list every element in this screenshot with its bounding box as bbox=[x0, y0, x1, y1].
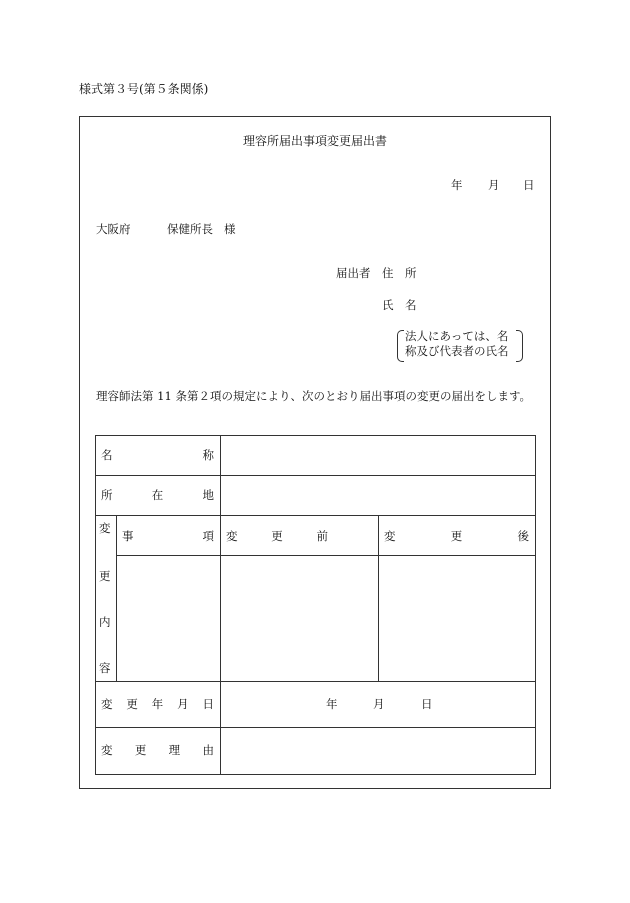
corp-note-line1: 法人にあっては、名 bbox=[405, 329, 509, 343]
statement-text: 理容師法第 11 条第２項の規定により、次のとおり届出事項の変更の届出をします。 bbox=[96, 389, 532, 403]
change-after-value[interactable] bbox=[382, 560, 532, 676]
name-label: 氏 名 bbox=[382, 298, 417, 312]
form-title: 理容所届出事項変更届出書 bbox=[242, 134, 387, 148]
addressee-honorific: 様 bbox=[224, 222, 236, 236]
change-content-label-3: 内 bbox=[99, 615, 111, 629]
change-content-label-1: 変 bbox=[99, 521, 111, 535]
change-item-value[interactable] bbox=[120, 560, 216, 676]
addressee-office: 保健所長 bbox=[167, 222, 213, 236]
date-month-label: 月 bbox=[488, 178, 500, 192]
change-content-label-2: 更 bbox=[99, 569, 111, 583]
addressee-prefecture: 大阪府 bbox=[96, 222, 131, 236]
row-location-label: 所 在 地 bbox=[101, 488, 214, 502]
left-bracket bbox=[397, 330, 404, 362]
row-name-label: 名 称 bbox=[101, 448, 214, 462]
change-reason-label: 変 更 理 由 bbox=[101, 743, 214, 757]
right-bracket bbox=[516, 330, 523, 362]
change-reason-value[interactable] bbox=[224, 732, 532, 770]
change-before-value[interactable] bbox=[224, 560, 374, 676]
item-header: 事 項 bbox=[122, 529, 214, 543]
name-value[interactable] bbox=[224, 440, 532, 470]
change-date-month: 月 bbox=[373, 697, 385, 711]
change-date-day: 日 bbox=[421, 697, 433, 711]
applicant-label: 届出者 bbox=[336, 266, 371, 280]
before-header: 変 更 前 bbox=[226, 529, 328, 543]
corp-note-line2: 称及び代表者の氏名 bbox=[405, 344, 509, 358]
change-date-year: 年 bbox=[326, 697, 338, 711]
date-day-label: 日 bbox=[523, 178, 535, 192]
form-number: 様式第３号(第５条関係) bbox=[79, 82, 209, 96]
change-date-label: 変 更 年 月 日 bbox=[101, 697, 214, 711]
after-header: 変 更 後 bbox=[384, 529, 529, 543]
change-content-label-4: 容 bbox=[99, 661, 111, 675]
location-value[interactable] bbox=[224, 480, 532, 510]
date-year-label: 年 bbox=[451, 178, 463, 192]
address-label: 住 所 bbox=[382, 266, 417, 280]
